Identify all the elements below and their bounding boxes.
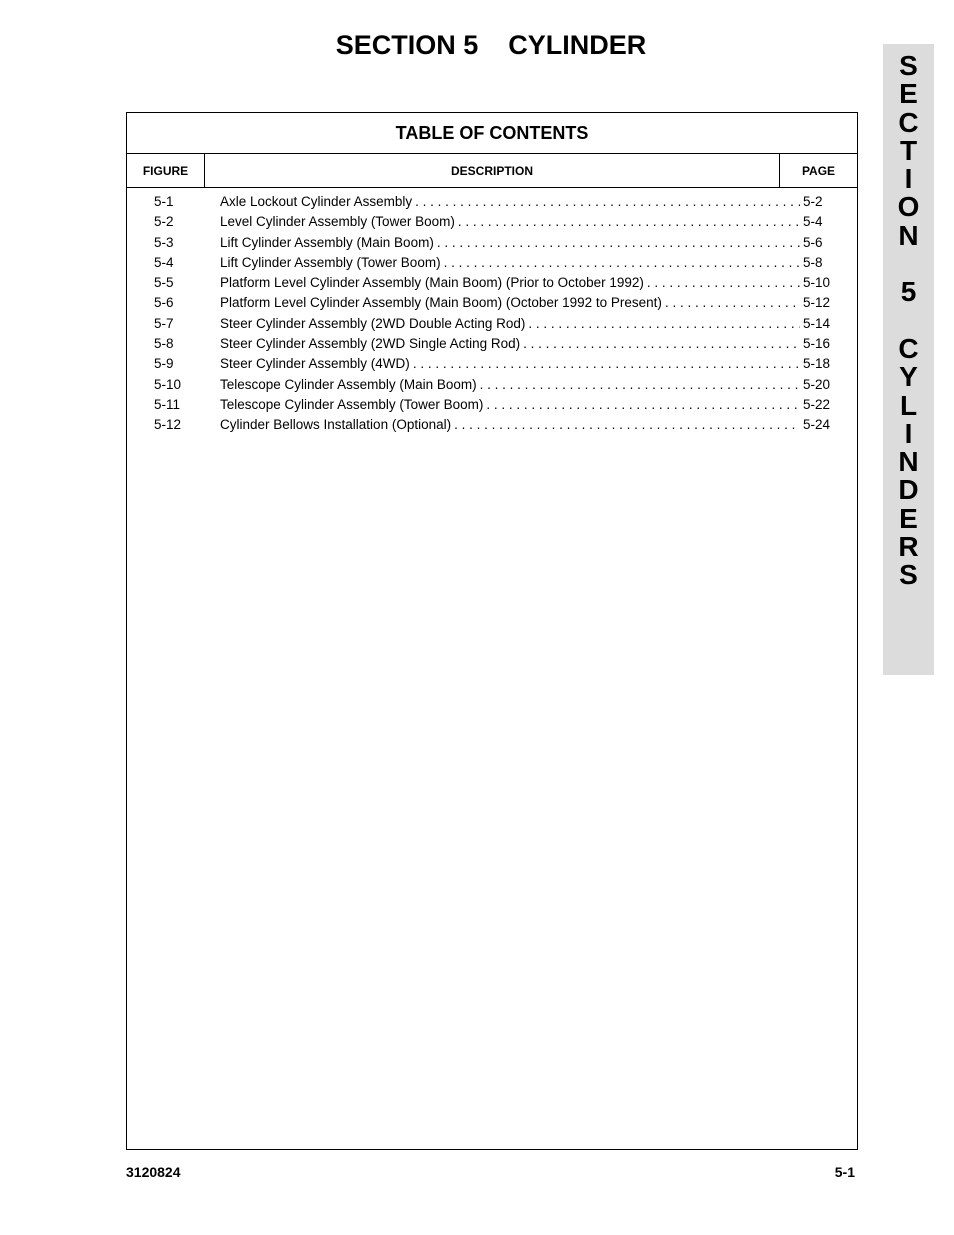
toc-entry-description-wrap (220, 273, 800, 293)
toc-entry-description-wrap (220, 334, 800, 354)
side-tab-letter: T (899, 134, 918, 166)
toc-entry-figure: 5-2 (154, 214, 174, 230)
side-tab-letter: I (904, 163, 913, 195)
toc-entry-description-wrap (220, 395, 800, 415)
side-tab-letter: 5 (900, 276, 917, 308)
toc-entry-description: Steer Cylinder Assembly (4WD) (220, 356, 410, 372)
toc-dot-leader (486, 395, 800, 415)
toc-entry-description: Lift Cylinder Assembly (Tower Boom) (220, 254, 441, 270)
toc-entry (127, 233, 857, 253)
toc-entry-figure: 5-9 (154, 356, 174, 372)
side-tab-letter: E (899, 78, 918, 110)
toc-entry (127, 415, 857, 435)
toc-entry-figure: 5-6 (154, 295, 174, 311)
toc-dot-leader (415, 192, 800, 212)
side-tab-letter: C (898, 332, 919, 364)
toc-dot-leader (647, 273, 800, 293)
toc-entry-description-wrap (220, 192, 800, 212)
toc-entry-figure: 5-3 (154, 234, 174, 250)
toc-heading: TABLE OF CONTENTS (127, 113, 857, 154)
toc-entry-description: Telescope Cylinder Assembly (Tower Boom) (220, 396, 484, 412)
side-tab-letter: O (897, 191, 920, 223)
toc-entry-figure: 5-1 (154, 194, 174, 209)
section-side-tab (883, 44, 934, 675)
toc-entry-page: 5-18 (803, 356, 831, 372)
toc-entry-page: 5-16 (803, 336, 831, 352)
toc-entry (127, 212, 857, 232)
toc-entry-page: 5-22 (803, 396, 831, 412)
toc-entry-page: 5-12 (803, 295, 831, 311)
page-title: SECTION 5 CYLINDER (335, 30, 647, 60)
toc-entry (127, 334, 857, 354)
column-header-page: PAGE (801, 163, 836, 178)
side-tab-letter (883, 250, 934, 278)
toc-entry (127, 395, 857, 415)
toc-entry-description: Axle Lockout Cylinder Assembly (220, 194, 413, 209)
toc-entry-figure: 5-8 (154, 336, 174, 352)
toc-entry-description-wrap (220, 314, 800, 334)
table-of-contents (126, 112, 858, 1150)
toc-entry-description: Telescope Cylinder Assembly (Main Boom) (220, 376, 477, 392)
toc-dot-leader (665, 293, 800, 313)
footer-doc-number: 3120824 (126, 1164, 181, 1180)
toc-entry-description-wrap (220, 293, 800, 313)
side-tab-letter: S (899, 50, 918, 81)
toc-entry-description: Platform Level Cylinder Assembly (Main Boom) (October 1992 to Present) (220, 295, 662, 311)
toc-entry-description-wrap (220, 415, 800, 435)
toc-entry-figure: 5-7 (154, 315, 174, 331)
toc-dot-leader (523, 334, 800, 354)
toc-entry-description-wrap (220, 354, 800, 374)
side-tab-letter: D (898, 474, 919, 506)
toc-entry-description: Steer Cylinder Assembly (2WD Double Acting Rod) (220, 315, 526, 331)
toc-entry-description: Cylinder Bellows Installation (Optional) (220, 417, 452, 433)
toc-entry-description-wrap (220, 212, 800, 232)
toc-dot-leader (458, 212, 800, 232)
toc-entry-page: 5-4 (803, 214, 823, 230)
toc-dot-leader (413, 354, 800, 374)
toc-entry-page: 5-6 (803, 234, 823, 250)
toc-entry (127, 192, 857, 212)
toc-entry-description: Platform Level Cylinder Assembly (Main Boom) (Prior to October 1992) (220, 275, 644, 291)
side-tab-letter (883, 307, 934, 335)
toc-column-headers (127, 154, 857, 188)
toc-entry-description: Lift Cylinder Assembly (Main Boom) (220, 234, 434, 250)
toc-entry (127, 314, 857, 334)
toc-entry-description: Steer Cylinder Assembly (2WD Single Acting Rod) (220, 336, 521, 352)
toc-entry-description: Level Cylinder Assembly (Tower Boom) (220, 214, 455, 230)
toc-entry (127, 354, 857, 374)
toc-entry-figure: 5-4 (154, 254, 174, 270)
toc-dot-leader (454, 415, 800, 435)
toc-entry (127, 273, 857, 293)
toc-entry-figure: 5-10 (154, 376, 182, 392)
side-tab-letter: Y (899, 361, 918, 393)
toc-dot-leader (437, 233, 800, 253)
side-tab-letter: L (899, 389, 918, 421)
footer-page-number: 5-1 (834, 1164, 855, 1180)
side-tab-letter: I (904, 417, 913, 449)
toc-entry-description-wrap (220, 253, 800, 273)
toc-entry-figure: 5-5 (154, 275, 174, 291)
toc-entry-figure: 5-11 (154, 396, 181, 412)
side-tab-letter: C (898, 106, 919, 138)
toc-dot-leader (528, 314, 800, 334)
toc-entry (127, 293, 857, 313)
toc-dot-leader (480, 375, 800, 395)
toc-entry-page: 5-10 (803, 275, 831, 291)
side-tab-letter: S (899, 559, 918, 591)
toc-entry (127, 375, 857, 395)
toc-entry-description-wrap (220, 233, 800, 253)
toc-dot-leader (444, 253, 800, 273)
column-header-description: DESCRIPTION (205, 154, 780, 187)
toc-entry-figure: 5-12 (154, 417, 182, 433)
column-header-figure: FIGURE (127, 154, 205, 187)
toc-entry (127, 253, 857, 273)
side-tab-letter: E (899, 502, 918, 534)
toc-entry-page: 5-24 (803, 417, 831, 433)
toc-entry-page: 5-8 (803, 254, 823, 270)
toc-entry-page: 5-2 (803, 194, 823, 209)
side-tab-letter: N (898, 446, 919, 478)
side-tab-letter: N (898, 219, 919, 251)
side-tab-letter: R (898, 531, 919, 563)
toc-entry-page: 5-20 (803, 376, 831, 392)
toc-entry-page: 5-14 (803, 315, 831, 331)
toc-entry-description-wrap (220, 375, 800, 395)
toc-rows (127, 188, 857, 436)
